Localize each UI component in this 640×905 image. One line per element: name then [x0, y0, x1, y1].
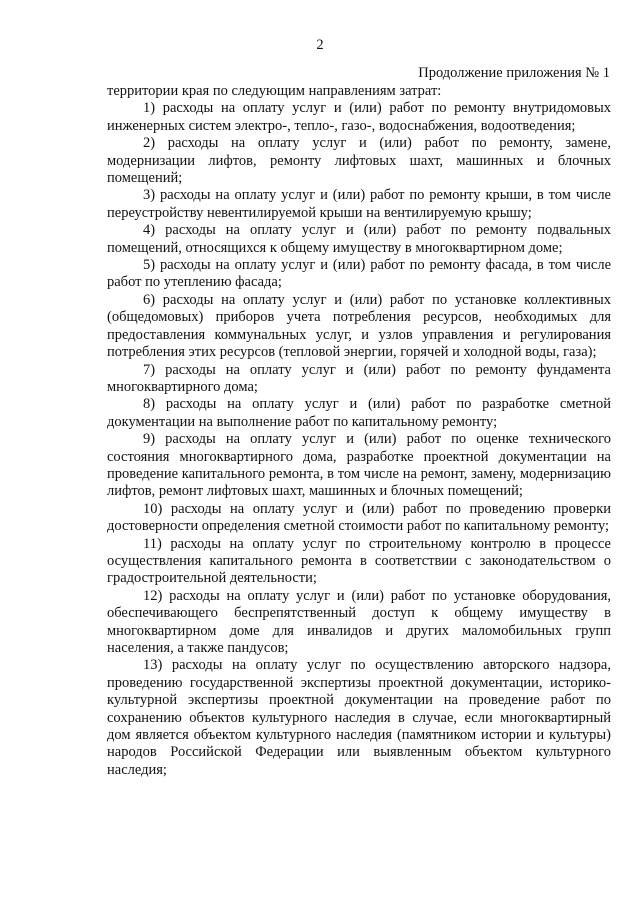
list-item: 7) расходы на оплату услуг и (или) работ по ремонту фундамента многоквартирного дома;: [107, 361, 611, 395]
list-item: 3) расходы на оплату услуг и (или) работ по ремонту крыши, в том числе переустройству невентилируемой крыши на вентилируемую крышу;: [107, 187, 611, 221]
list-item: 8) расходы на оплату услуг и (или) работ по разработке сметной документации на выполнение работ по капитальному ремонту;: [107, 396, 611, 430]
document-body: [107, 83, 611, 779]
intro-paragraph: территории края по следующим направлениям затрат:: [107, 83, 442, 99]
list-item: 12) расходы на оплату услуг и (или) работ по установке оборудования, обеспечивающего беспрепятственный доступ к общему имуществу в многоквартирном доме для инвалидов и других маломобильных групп населения, а также пандусов;: [107, 587, 611, 656]
page-number: 2: [316, 37, 324, 53]
list-item: 4) расходы на оплату услуг и (или) работ по ремонту подвальных помещений, относящихся к общему имуществу в многоквартирном доме;: [107, 222, 611, 256]
list-item: 5) расходы на оплату услуг и (или) работ по ремонту фасада, в том числе работ по утеплению фасада;: [107, 257, 611, 291]
list-item: 13) расходы на оплату услуг по осуществлению авторского надзора, проведению государственной экспертизы проектной документации, историко-культурной экспертизы проектной документации на проведение работ по сохранению объектов культурного наследия в случае, если многоквартирный дом является объектом культурного наследия (памятником истории и культуры) народов Российской Федерации или выявленным объектом культурного наследия;: [107, 657, 611, 778]
list-item: 11) расходы на оплату услуг по строительному контролю в процессе осуществления капитального ремонта в соответствии с законодательством о градостроительной деятельности;: [107, 535, 611, 587]
appendix-continuation-note: Продолжение приложения № 1: [418, 65, 610, 81]
list-item: 9) расходы на оплату услуг и (или) работ по оценке технического состояния многоквартирного дома, разработке проектной документации на проведение капитального ремонта, в том числе на ремонт, замену, модернизацию лифтов, ремонт лифтовых шахт, машинных и блочных помещений;: [107, 431, 611, 500]
list-item: 1) расходы на оплату услуг и (или) работ по ремонту внутридомовых инженерных систем электро-, тепло-, газо-, водоснабжения, водоотведения;: [107, 100, 611, 134]
list-item: 10) расходы на оплату услуг и (или) работ по проведению проверки достоверности определения сметной стоимости работ по капитальному ремонту;: [107, 500, 611, 535]
list-item: 2) расходы на оплату услуг и (или) работ по ремонту, замене, модернизации лифтов, ремонту лифтовых шахт, машинных и блочных помещений;: [107, 135, 611, 187]
list-item: 6) расходы на оплату услуг и (или) работ по установке коллективных (общедомовых) приборов учета потребления ресурсов, необходимых для предоставления коммунальных услуг, и узлов управления и регулирования потребления этих ресурсов (тепловой энергии, горячей и холодной воды, газа);: [107, 291, 611, 361]
